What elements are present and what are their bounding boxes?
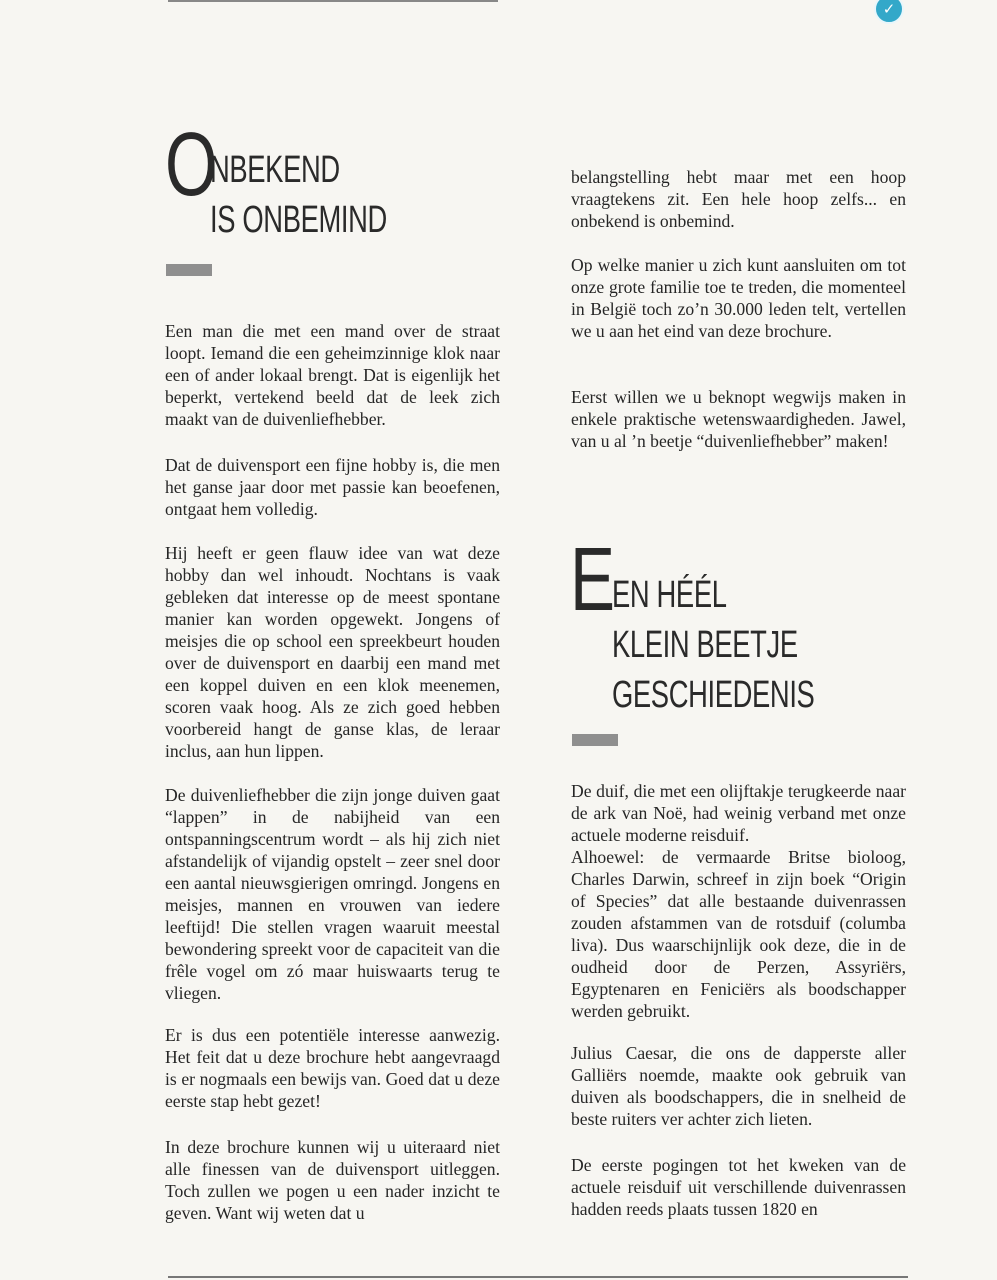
heading-onbekend	[165, 115, 465, 250]
heading-line: KLEIN BEETJE	[612, 624, 798, 666]
paragraph: Er is dus een potentiële interesse aanwezig. Het feit dat u deze brochure hebt aangevraagd is er nogmaals een bewijs van. Goed dat u deze eerste stap hebt gezet!	[165, 1025, 500, 1111]
paragraph: Eerst willen we u beknopt wegwijs maken in enkele praktische wetenswaardigheden. Jawel, van u al ’n beetje “duivenliefhebber” maken!	[571, 387, 906, 451]
heading-underline-bar	[166, 264, 212, 276]
paragraph: De eerste pogingen tot het kweken van de actuele reisduif uit verschillende duivenrassen hadden reeds plaats tussen 1820 en	[571, 1155, 906, 1219]
paragraph: belangstelling hebt maar met een hoop vraagtekens zit. Een hele hoop zelfs... en onbekend is onbemind.	[571, 167, 906, 231]
paragraph: De duivenliefhebber die zijn jonge duiven gaat “lappen” in de nabijheid van een ontspanningscentrum wordt – als hij zich niet afstandelijk of vijandig opstelt – zeer snel door een aantal nieuwsgierigen omringd. Jongens en meisjes, mannen en vrouwen van iedere leeftijd! Die stellen vragen waaruit meestal bewondering spreekt voor de capaciteit van die frêle vogel om zó maar huiswaarts terug te vliegen.	[165, 785, 500, 1003]
heading-initial: O	[165, 115, 217, 215]
paragraph: Dat de duivensport een fijne hobby is, die men het ganse jaar door met passie kan beoefenen, ontgaat hem volledig.	[165, 455, 500, 519]
paragraph: In deze brochure kunnen wij u uiteraard niet alle finessen van de duivensport uitleggen. Toch zullen we pogen u een nader inzicht te geven. Want wij weten dat u	[165, 1137, 500, 1223]
paragraph: Alhoewel: de vermaarde Britse bioloog, Charles Darwin, schreef in zijn boek “Origin of Species” dat alle bestaande duivenrassen zouden afstammen van de rotsduif (columba liva). Dus waarschijnlijk ook deze, die in de oudheid door de Perzen, Assyriërs, Egyptenaren en Feniciërs als boodschapper werden gebruikt.	[571, 847, 906, 1021]
heading-line: EN HÉÉL	[612, 574, 727, 616]
paragraph: Een man die met een mand over de straat loopt. Iemand die een geheimzinnige klok naar een of ander lokaal brengt. Dat is eigenlijk het beperkt, vertekend beeld dat de leek zich maakt van de duivenliefhebber.	[165, 321, 500, 429]
bottom-rule	[168, 1276, 908, 1278]
heading-underline-bar	[572, 734, 618, 746]
paragraph: Julius Caesar, die ons de dapperste aller Galliërs noemde, maakte ook gebruik van duiven als boodschappers, die in snelheid de beste ruiters ver achter zich lieten.	[571, 1043, 906, 1129]
heading-geschiedenis	[570, 530, 870, 725]
heading-line: NBEKEND	[210, 149, 340, 191]
paragraph: De duif, die met een olijftakje terugkeerde naar de ark van Noë, had weinig verband met onze actuele moderne reisduif.	[571, 781, 906, 845]
heading-line: IS ONBEMIND	[210, 199, 387, 241]
heading-line: GESCHIEDENIS	[612, 674, 815, 716]
corner-logo-icon: ✓	[874, 0, 904, 24]
heading-initial: E	[570, 530, 614, 630]
paragraph: Hij heeft er geen flauw idee van wat deze hobby dan wel inhoudt. Nochtans is vaak gebleken dat interesse op de meest spontane manier kan worden opgewekt. Jongens of meisjes die op school een spreekbeurt houden over de duivensport en daarbij een mand met een koppel duiven en een klok meenemen, scoren vaak hoog. Als ze zich goed hebben voorbereid hangt de ganse klas, de leraar inclus, aan hun lippen.	[165, 543, 500, 761]
paragraph: Op welke manier u zich kunt aansluiten om tot onze grote familie toe te treden, die momenteel in België toch zo’n 30.000 leden telt, vertellen we u aan het eind van deze brochure.	[571, 255, 906, 341]
top-rule	[168, 0, 498, 2]
